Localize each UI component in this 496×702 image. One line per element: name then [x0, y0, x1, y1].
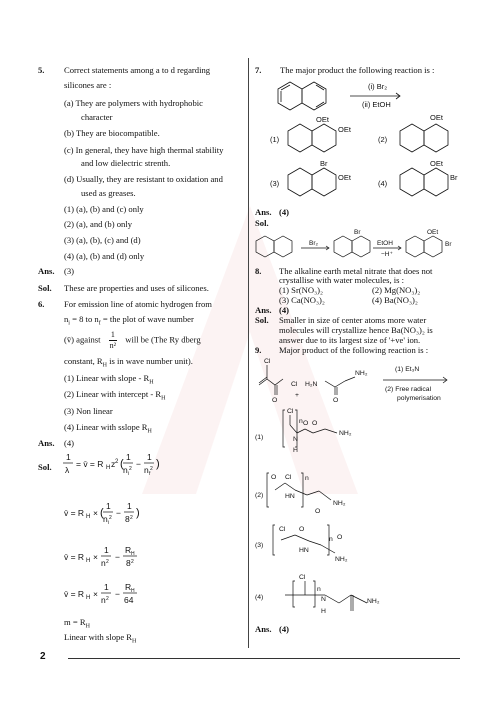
- q7-solution-scheme: [255, 228, 465, 264]
- svg-text:(: (: [100, 507, 104, 519]
- q9-reagent-3: polymerisation: [397, 395, 441, 402]
- q9-option-3: (3): [255, 542, 264, 549]
- svg-text:2: 2: [115, 459, 119, 465]
- svg-text:1: 1: [106, 501, 111, 511]
- q6-answer: (4): [64, 438, 75, 448]
- q9-stem: Major product of the following reaction is :: [279, 345, 429, 355]
- q9-number: 9.: [255, 345, 262, 355]
- svg-text:EtOH: EtOH: [377, 240, 393, 247]
- q5-option-2: (2) (a), and (b) only: [64, 219, 133, 229]
- q5-statement-d: (d) Usually, they are resistant to oxidation and: [64, 174, 223, 184]
- q6-option-1: (1) Linear with slope - $R_H$: [64, 373, 154, 386]
- q8-option-2: (2) Mg(NO₃)₂: [372, 285, 421, 295]
- svg-text:−: −: [136, 459, 141, 469]
- q6-option-4: (4) Linear with sslope $R_H$: [64, 422, 152, 435]
- q7-answer: (4): [279, 207, 290, 217]
- q6-stem-line2: $n_i = 8$ to $n_f$ = the plot of wave number: [64, 314, 194, 327]
- svg-text:−: −: [115, 589, 120, 599]
- q8-stem-line1: The alkaline earth metal nitrate that does not: [279, 266, 433, 276]
- svg-text:NH₂: NH₂: [339, 430, 352, 437]
- q5-statement-d-cont: used as greases.: [81, 188, 136, 198]
- svg-text:1: 1: [66, 452, 71, 462]
- q6-solution-equations: [60, 450, 180, 625]
- svg-text:Cl: Cl: [291, 381, 298, 388]
- q6-conclusion: Linear with slope $R_H$: [64, 632, 137, 645]
- svg-text:v̄ = R: v̄ = R: [64, 589, 85, 599]
- svg-text:Br: Br: [354, 229, 361, 236]
- svg-text:O: O: [303, 420, 309, 427]
- q5-statement-c-cont: and low dielectric strenth.: [81, 158, 171, 168]
- q6-option-3: (3) Non linear: [64, 406, 113, 416]
- q8-solution-line1: Smaller in size of center atoms more water: [279, 315, 427, 325]
- svg-text:O: O: [272, 397, 278, 404]
- svg-text:H: H: [131, 588, 135, 594]
- svg-text:O: O: [337, 534, 343, 541]
- q9-reagent-1: (1) Et₃N: [395, 366, 420, 373]
- q9-option-4: (4): [255, 594, 264, 601]
- svg-text:1: 1: [126, 452, 131, 462]
- q6-solution-label: Sol.: [38, 462, 52, 472]
- svg-text:Br₂: Br₂: [309, 240, 319, 247]
- svg-text:OEt: OEt: [430, 159, 443, 168]
- svg-text:Cl: Cl: [299, 574, 306, 581]
- q6-stem-line4: constant, $R_H$ is in wave number unit).: [64, 356, 193, 369]
- q9-reagent-2: (2) Free radical: [385, 386, 432, 393]
- svg-text:N: N: [321, 596, 326, 603]
- svg-text:2: 2: [106, 559, 109, 565]
- svg-text:Cl: Cl: [285, 474, 292, 481]
- svg-text:(: (: [120, 458, 124, 470]
- svg-text:2: 2: [131, 559, 134, 565]
- svg-text:Cl: Cl: [264, 358, 271, 365]
- svg-text:R: R: [125, 545, 132, 555]
- q6-stem-line3: (v̄) against $\frac{1}{\text{n²}}$ will be (The Ry dberg: [64, 330, 201, 350]
- svg-text:×: ×: [93, 552, 98, 562]
- svg-text:O: O: [299, 526, 305, 533]
- q9-option-2: (2): [255, 492, 264, 499]
- svg-text:i: i: [128, 471, 130, 477]
- q5-answer: (3): [64, 266, 75, 276]
- q5-statement-a-cont: character: [81, 112, 113, 122]
- svg-text:O: O: [312, 420, 318, 427]
- q8-option-3: (3) Ca(NO₃)₂: [279, 295, 325, 305]
- q5-statement-b: (b) They are biocompatible.: [64, 128, 160, 138]
- svg-text:−H⁺: −H⁺: [381, 251, 393, 258]
- q5-option-1: (1) (a), (b) and (c) only: [64, 204, 144, 214]
- svg-text:2: 2: [106, 596, 109, 602]
- svg-text:H: H: [86, 558, 91, 564]
- q7-solution-label: Sol.: [255, 218, 269, 228]
- svg-text:Cl: Cl: [287, 408, 294, 415]
- q7-answer-label: Ans.: [255, 207, 272, 217]
- svg-text:HN: HN: [299, 547, 309, 554]
- svg-text:z: z: [111, 459, 116, 469]
- svg-text:n: n: [305, 475, 309, 482]
- q9-answer-label: Ans.: [255, 624, 272, 634]
- q7-option-3: (3): [270, 179, 280, 188]
- q9-option-1: (1): [255, 434, 264, 441]
- q6-fraction: $\frac{1}{\text{n²}}$: [109, 330, 117, 350]
- svg-text:n: n: [123, 465, 128, 475]
- svg-text:OEt: OEt: [427, 229, 439, 236]
- svg-text:n: n: [101, 595, 106, 605]
- q7-option-1: (1): [270, 135, 280, 144]
- svg-text:HN: HN: [285, 493, 295, 500]
- svg-text:v̄ = R: v̄ = R: [64, 552, 85, 562]
- svg-text:2: 2: [150, 466, 153, 472]
- footer-rule: [68, 658, 460, 659]
- q6-answer-label: Ans.: [38, 438, 55, 448]
- q5-stem-line1: Correct statements among a to d regarding: [64, 65, 211, 75]
- q9-reaction-scheme: [255, 355, 470, 625]
- q5-statement-c: (c) In general, they have high thermal stability: [64, 145, 224, 155]
- svg-text:×: ×: [93, 589, 98, 599]
- q7-reagent-2: (ii) EtOH: [362, 100, 391, 109]
- q6-number: 6.: [38, 299, 45, 309]
- svg-text:λ: λ: [65, 465, 70, 475]
- q7-reagent-1: (i) Br₂: [368, 82, 388, 91]
- svg-text:Br: Br: [320, 159, 328, 168]
- svg-text:OEt: OEt: [316, 115, 329, 124]
- svg-text:n: n: [317, 586, 321, 593]
- svg-text:): ): [136, 507, 140, 519]
- q8-solution-label: Sol.: [255, 315, 269, 325]
- svg-text:1: 1: [104, 545, 109, 555]
- q7-stem: The major product the following reaction is :: [280, 65, 435, 75]
- q8-solution-line3: answer due to its largest size of '+ve' ion.: [279, 335, 421, 345]
- q8-option-1: (1) Sr(NO₃)₂: [279, 285, 323, 295]
- svg-text:64: 64: [124, 595, 134, 605]
- svg-text:O: O: [271, 474, 277, 481]
- svg-text:f: f: [149, 471, 151, 477]
- svg-text:×: ×: [93, 508, 98, 518]
- svg-text:Br: Br: [450, 173, 458, 182]
- q5-number: 5.: [38, 65, 45, 75]
- svg-text:NH₂: NH₂: [335, 556, 348, 563]
- q8-number: 8.: [255, 266, 262, 276]
- q8-answer-label: Ans.: [255, 305, 272, 315]
- svg-text:n: n: [329, 536, 333, 543]
- svg-text:H: H: [106, 465, 111, 471]
- svg-text:8: 8: [126, 558, 131, 568]
- svg-text:n: n: [144, 465, 149, 475]
- q7-number: 7.: [255, 65, 262, 75]
- column-divider: [248, 58, 249, 648]
- svg-text:H: H: [321, 608, 326, 615]
- svg-text:NH₂: NH₂: [355, 370, 368, 377]
- svg-text:H: H: [86, 514, 91, 520]
- q5-option-3: (3) (a), (b), (c) and (d): [64, 235, 141, 245]
- svg-text:8: 8: [125, 514, 130, 524]
- svg-text:−: −: [115, 552, 120, 562]
- svg-text:OEt: OEt: [430, 113, 443, 122]
- svg-text:O: O: [333, 397, 339, 404]
- svg-text:n: n: [101, 558, 106, 568]
- svg-text:N: N: [293, 436, 298, 443]
- q7-option-4: (4): [378, 179, 388, 188]
- q9-answer: (4): [279, 624, 290, 634]
- svg-text:O: O: [315, 508, 321, 515]
- q6-option-2: (2) Linear with intercept - $R_H$: [64, 389, 166, 402]
- q5-solution-label: Sol.: [38, 283, 52, 293]
- svg-text:Cl: Cl: [279, 526, 286, 533]
- svg-text:i: i: [108, 520, 110, 526]
- svg-text:H: H: [86, 595, 91, 601]
- svg-text:n: n: [103, 514, 108, 524]
- svg-text:R: R: [125, 582, 132, 592]
- svg-text:v̄ = R: v̄ = R: [64, 508, 85, 518]
- svg-text:H: H: [131, 551, 135, 557]
- svg-text:OEt: OEt: [338, 173, 351, 182]
- page-number: 2: [40, 651, 46, 662]
- q5-option-4: (4) (a), (b) and (d) only: [64, 251, 145, 261]
- q5-stem-line2: silicones are :: [64, 80, 112, 90]
- q8-stem-line2: crystallise with water molecules, is :: [279, 275, 405, 285]
- svg-text:H: H: [293, 447, 298, 454]
- q5-solution: These are properties and uses of silicones.: [64, 283, 209, 293]
- q7-option-2: (2): [378, 135, 388, 144]
- svg-text:1: 1: [147, 452, 152, 462]
- q8-solution-line2: molecules will crystallize hence Ba(NO₃)₂ is: [279, 325, 433, 335]
- svg-text:Br: Br: [445, 241, 452, 248]
- svg-text:): ): [156, 458, 160, 470]
- q8-answer: (4): [279, 305, 290, 315]
- q5-answer-label: Ans.: [38, 266, 55, 276]
- svg-text:H₂N: H₂N: [305, 381, 318, 388]
- q8-option-4: (4) Ba(NO₃)₂: [372, 295, 418, 305]
- q6-slope-value: $m = R_H$: [64, 617, 90, 630]
- svg-text:1: 1: [127, 501, 132, 511]
- q5-statement-a: (a) They are polymers with hydrophobic: [64, 98, 203, 108]
- svg-text:2: 2: [109, 515, 112, 521]
- svg-text:+: +: [295, 392, 299, 399]
- svg-text:2: 2: [130, 515, 133, 521]
- svg-text:OEt: OEt: [338, 125, 351, 134]
- svg-text:n: n: [299, 418, 303, 425]
- svg-text:2: 2: [129, 466, 132, 472]
- svg-text:= v̄ = R: = v̄ = R: [76, 459, 104, 469]
- svg-text:NH₂: NH₂: [367, 598, 380, 605]
- q6-stem-line1: For emission line of atomic hydrogen from: [64, 299, 212, 309]
- svg-text:NH₂: NH₂: [333, 500, 346, 507]
- svg-text:1: 1: [104, 582, 109, 592]
- q7-reaction-scheme: [270, 76, 465, 202]
- svg-text:−: −: [116, 508, 121, 518]
